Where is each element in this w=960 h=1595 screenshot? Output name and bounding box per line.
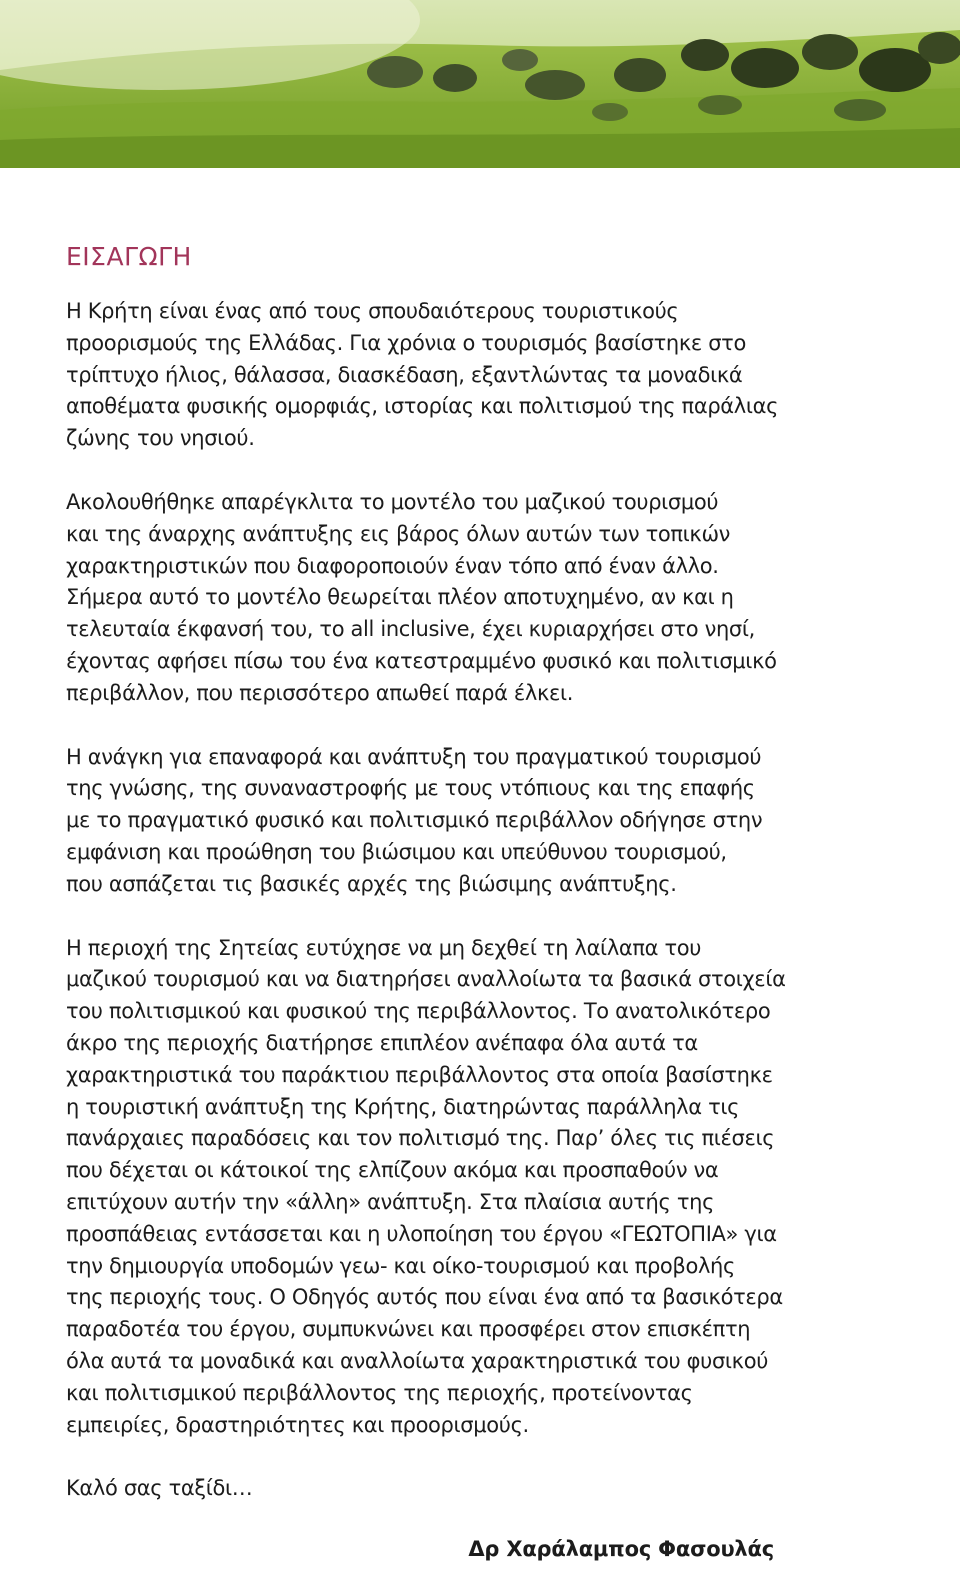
paragraph-2: Ακολουθήθηκε απαρέγκλιτα το μοντέλο του μαζικού τουρισμού και της άναρχης ανάπτυξης εις βάρος όλων αυτών των τοπικών χαρακτηριστικών που διαφοροποιούν έναν τόπο από έναν άλλο. Σήμερα αυτό το μοντέλο θεωρείται πλέον αποτυχημένο, αν και η τελευταία έκφανσή του, το all inclusive, έχει κυριαρχήσει στο νησί, έχοντας αφήσει πίσω του ένα κατεστραμμένο φυσικό και πολιτισμικό περιβάλλον, που περισσότερο απωθεί παρά έλκει. <box>66 489 777 705</box>
closing-line: Καλό σας ταξίδι… <box>66 1476 253 1501</box>
header-landscape-image <box>0 0 960 168</box>
paragraph-3: Η ανάγκη για επαναφορά και ανάπτυξη του πραγματικού τουρισμού της γνώσης, της συναναστροφής με τους ντόπιους και της επαφής με το πραγματικό φυσικό και πολιτισμικό περιβάλλον οδήγησε στην εμφάνιση και προώθηση του βιώσιμου και υπεύθυνου τουρισμού, που ασπάζεται τις βασικές αρχές της βιώσιμης ανάπτυξης. <box>66 744 763 896</box>
paragraph-1: Η Κρήτη είναι ένας από τους σπουδαιότερους τουριστικούς προορισμούς της Ελλάδας. Για χρόνια ο τουρισμός βασίστηκε στο τρίπτυχο ήλιος, θάλασσα, διασκέδαση, εξαντλώντας τα μοναδικά αποθέματα φυσικής ομορφιάς, ιστορίας και πολιτισμού της παράλιας ζώνης του νησιού. <box>66 299 779 451</box>
section-title: ΕΙΣΑΓΩΓΗ <box>66 242 192 271</box>
paragraph-4: Η περιοχή της Σητείας ευτύχησε να μη δεχθεί τη λαίλαπα του μαζικού τουρισμού και να διατηρήσει αναλλοίωτα τα βασικά στοιχεία του πολιτισμικού και φυσικού της περιβάλλοντος. Το ανατολικότερο άκρο της περιοχής διατήρησε επιπλέον ανέπαφα όλα αυτά τα χαρακτηριστικά του παράκτιου περιβάλλοντος στα οποία βασίστηκε η τουριστική ανάπτυξη της Κρήτης, διατηρώντας παράλληλα τις πανάρχαιες παραδόσεις και τον πολιτισμό της. Παρ’ όλες τις πιέσεις που δέχεται οι κάτοικοί της ελπίζουν ακόμα και προσπαθούν να επιτύχουν αυτήν την «άλλη» ανάπτυξη. Στα πλαίσια αυτής της προσπάθειας εντάσσεται και η υλοποίηση του έργου «ΓΕΩΤΟΠΙΑ» για την δημιουργία υποδομών γεω- και οίκο-τουρισμού και προβολής της περιοχής τους. Ο Οδηγός αυτός που είναι ένα από τα βασικότερα παραδοτέα του έργου, συμπυκνώνει και προσφέρει στον επισκέπτη όλα αυτά τα μοναδικά και αναλλοίωτα χαρακτηριστικά του φυσικού και πολιτισμικού περιβάλλοντος της περιοχής, προτείνοντας εμπειρίες, δραστηριότητες και προορισμούς. <box>66 935 786 1437</box>
article-body <box>66 238 926 1505</box>
author-signature: Δρ Χαράλαμπος Φασουλάς <box>468 1537 774 1561</box>
